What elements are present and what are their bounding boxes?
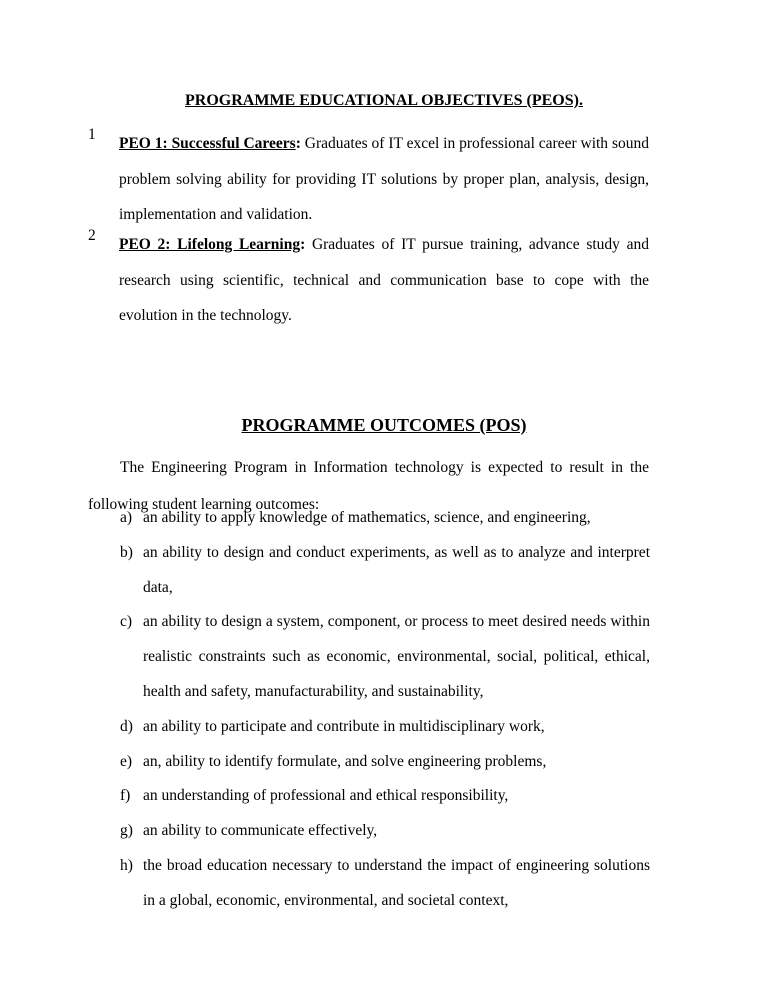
outcome-text: an understanding of professional and ethical responsibility, [143, 787, 509, 805]
peo-text [119, 126, 649, 233]
peo-text [119, 227, 649, 334]
outcome-text: an ability to apply knowledge of mathematics, science, and engineering, [143, 509, 591, 526]
outcome-marker: e) [120, 752, 133, 770]
outcome-item [120, 779, 650, 814]
outcome-text: an ability to participate and contribute in multidisciplinary work, [143, 717, 545, 735]
outcome-item [120, 710, 650, 745]
outcome-item [120, 814, 650, 849]
outcome-item [120, 745, 650, 780]
outcome-text: an ability to communicate effectively, [143, 822, 378, 840]
outcome-item [120, 536, 650, 606]
peo-label: PEO 2: Lifelong Learning [119, 236, 301, 253]
peo-description: Graduates of IT excel in professional career with sound problem solving ability for providing IT solutions by proper plan, analysis, design, implementation and validation. [119, 135, 649, 223]
po-section-title: PROGRAMME OUTCOMES (POS) [241, 415, 527, 435]
outcome-marker: f) [120, 787, 131, 805]
peo-number: 1 [88, 126, 96, 143]
outcome-item [120, 605, 650, 709]
outcome-item [120, 501, 650, 536]
outcome-text: an ability to design and conduct experiments, as well as to analyze and interpret data, [143, 543, 650, 596]
po-intro-paragraph: The Engineering Program in Information technology is expected to result in the following student learning outcomes: [88, 459, 649, 513]
outcome-marker: h) [120, 856, 133, 874]
peo-number: 2 [88, 227, 96, 244]
peo-description: Graduates of IT pursue training, advance study and research using scientific, technical and communication base to cope with the evolution in the technology. [119, 236, 649, 324]
peo-colon: : [300, 236, 306, 253]
outcome-marker: d) [120, 717, 133, 735]
outcome-text: the broad education necessary to understand the impact of engineering solutions in a global, economic, environmental, and societal context, [143, 856, 650, 909]
peo-label: PEO 1: Successful Careers [119, 135, 296, 152]
outcome-text: an ability to design a system, component, or process to meet desired needs within realistic constraints such as economic, environmental, social, political, ethical, health and safety, manufacturability, and sustainability, [143, 613, 650, 700]
outcome-item [120, 849, 650, 919]
outcome-marker: c) [120, 613, 133, 631]
outcome-list [120, 501, 650, 919]
peo-colon: : [295, 135, 301, 152]
outcome-marker: g) [120, 822, 133, 840]
outcome-marker: a) [120, 509, 133, 526]
outcome-marker: b) [120, 543, 133, 561]
outcome-text: an, ability to identify formulate, and solve engineering problems, [143, 752, 547, 770]
peo-section-title: PROGRAMME EDUCATIONAL OBJECTIVES (PEOS). [185, 92, 583, 109]
